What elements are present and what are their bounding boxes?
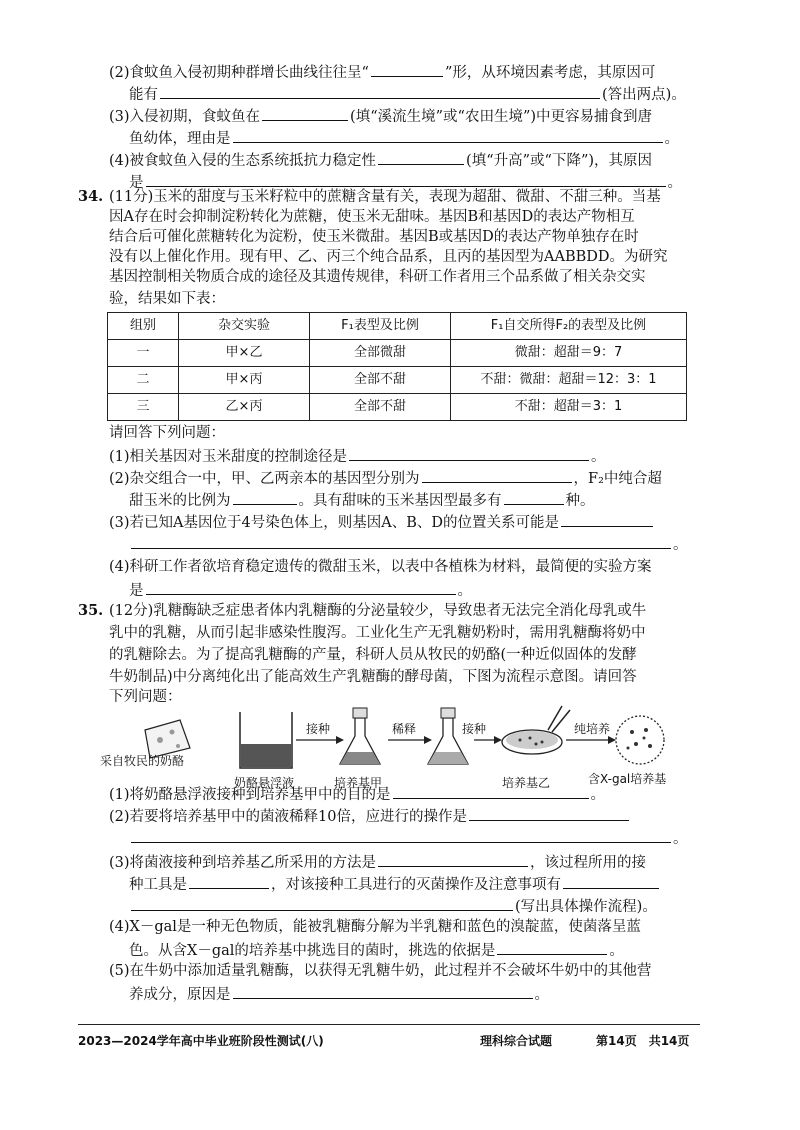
answer-blank[interactable]	[378, 850, 528, 867]
footer-divider	[78, 1024, 700, 1025]
q33-part4-line2: 是 。	[129, 170, 700, 194]
cross-results-table	[107, 312, 687, 421]
q34-sub3-line1: (3)若已知A基因位于4号染色体上，则基因A、B、D的位置关系可能是	[109, 510, 700, 534]
table-header-cell: F₁表型及比例	[310, 313, 451, 340]
q34-sub3-line2: 。	[129, 532, 700, 556]
q34-ask: 请回答下列问题：	[109, 425, 225, 441]
footer-subject: 理科综合试题	[480, 1034, 553, 1048]
table-cell: 乙×丙	[179, 394, 310, 421]
table-cell: 全部不甜	[310, 367, 451, 394]
q35-sub5-line2: 养成分，原因是 。	[129, 982, 700, 1006]
table-cell: 二	[108, 367, 179, 394]
q35-sub2-line2: 。	[129, 826, 700, 850]
medium-b-label: 培养基乙	[502, 776, 551, 790]
q34-stem-line2: 因A存在时会抑制淀粉转化为蔗糖，使玉米无甜味。基因B和基因D的表达产物相互	[109, 209, 635, 225]
q35-sub4-line1: (4)X－gal是一种无色物质，能被乳糖酶分解为半乳糖和蓝色的溴靛蓝，使菌落呈蓝	[109, 919, 641, 935]
footer-exam-title: 2023—2024学年高中毕业班阶段性测试(八)	[78, 1034, 324, 1048]
q34-stem-line5: 基因控制相关物质合成的途径及其遗传规律，科研工作者用三个品系做了相关杂交实	[109, 269, 646, 285]
flask-icon	[340, 708, 380, 764]
x-gal-plate-icon	[616, 716, 664, 764]
beaker-icon	[240, 712, 292, 768]
q33-part3-line1: (3)入侵初期，食蚊鱼在 (填“溪流生境”或“农田生境”)中更容易捕食到唐	[109, 104, 700, 128]
table-cell: 甲×丙	[179, 367, 310, 394]
q34-stem-line6: 验，结果如下表：	[109, 291, 225, 307]
q35-stem-line5: 下列问题：	[109, 689, 182, 705]
q34-sub1: (1)相关基因对玉米甜度的控制途径是 。	[109, 444, 700, 468]
answer-blank[interactable]	[561, 510, 653, 527]
answer-blank[interactable]	[146, 170, 666, 187]
q34-stem-line3: 结合后可催化蔗糖转化为淀粉，使玉米微甜。基因B或基因D的表达产物单独存在时	[109, 229, 639, 245]
q34-stem-line1: (11分)玉米的甜度与玉米籽粒中的蔗糖含量有关，表现为超甜、微甜、不甜三种。当基	[109, 189, 661, 205]
answer-blank[interactable]	[189, 872, 269, 889]
table-header-cell: 组别	[108, 313, 179, 340]
inoculate-label: 接种	[306, 722, 331, 736]
q34-sub2-line1: (2)杂交组合一中，甲、乙两亲本的基因型分别为 ，F₂中纯合超	[109, 466, 700, 490]
table-cell: 全部不甜	[310, 394, 451, 421]
answer-blank[interactable]	[563, 872, 659, 889]
medium-a-label: 培养基甲	[334, 776, 383, 790]
q34-stem-line4: 没有以上催化作用。现有甲、乙、丙三个纯合品系，且丙的基因型为AABBDD。为研究	[109, 249, 668, 265]
answer-blank[interactable]	[504, 488, 564, 505]
answer-blank[interactable]	[497, 938, 607, 955]
answer-blank[interactable]	[131, 532, 671, 549]
petri-dish-icon	[502, 730, 562, 754]
q34-number: 34.	[78, 188, 104, 205]
spreader-icon	[548, 706, 570, 732]
table-row	[108, 394, 687, 421]
table-cell: 全部微甜	[310, 340, 451, 367]
answer-blank[interactable]	[233, 488, 297, 505]
q35-stem-line4: 牛奶制品)中分离纯化出了能高效生产乳糖酶的酵母菌，下图为流程示意图。请回答	[109, 669, 637, 685]
x-gal-label: 含X-gal培养基	[588, 772, 667, 786]
table-cell: 微甜：超甜＝9：7	[451, 340, 687, 367]
answer-blank[interactable]	[393, 782, 589, 799]
table-header-row	[108, 313, 687, 340]
q35-sub4-line2: 色。从含X－gal的培养基中挑选目的菌时，挑选的依据是 。	[129, 938, 700, 962]
table-cell: 不甜：超甜＝3：1	[451, 394, 687, 421]
dilute-label: 稀释	[392, 722, 417, 736]
answer-blank[interactable]	[422, 466, 572, 483]
answer-blank[interactable]	[371, 60, 443, 77]
q35-stem-line2: 乳中的乳糖，从而引起非感染性腹泻。工业化生产无乳糖奶粉时，需用乳糖酶将奶中	[109, 625, 646, 641]
q35-sub1: (1)将奶酪悬浮液接种到培养基甲中的目的是 。	[109, 782, 700, 806]
q35-sub3-line1: (3)将菌液接种到培养基乙所采用的方法是 ，该过程所用的接	[109, 850, 700, 874]
q33-part3-line2: 鱼幼体，理由是 。	[129, 126, 700, 150]
table-row	[108, 367, 687, 394]
q34-sub4-line1: (4)科研工作者欲培育稳定遗传的微甜玉米，以表中各植株为材料，最简便的实验方案	[109, 559, 652, 575]
answer-blank[interactable]	[378, 148, 464, 165]
q35-sub3-line3: (写出具体操作流程)。	[129, 894, 700, 918]
table-cell: 一	[108, 340, 179, 367]
purify-label: 纯培养	[574, 722, 611, 736]
answer-blank[interactable]	[131, 894, 513, 911]
footer-page-number: 第14页 共14页	[596, 1034, 690, 1048]
table-header-cell: F₁自交所得F₂的表型及比例	[451, 313, 687, 340]
q35-sub5-line1: (5)在牛奶中添加适量乳糖酶，以获得无乳糖牛奶，此过程并不会破坏牛奶中的其他营	[109, 963, 652, 979]
q35-sub3-line2: 种工具是 ，对该接种工具进行的灭菌操作及注意事项有	[129, 872, 700, 896]
q34-sub2-line2: 甜玉米的比例为 。具有甜味的玉米基因型最多有 种。	[129, 488, 700, 512]
q34-sub4-line2: 是 。	[129, 578, 700, 602]
q35-number: 35.	[78, 602, 104, 619]
answer-blank[interactable]	[233, 126, 663, 143]
q35-stem-line1: (12分)乳糖酶缺乏症患者体内乳糖酶的分泌量较少，导致患者无法完全消化母乳或牛	[109, 603, 647, 619]
table-cell: 甲×乙	[179, 340, 310, 367]
answer-blank[interactable]	[262, 104, 348, 121]
table-header-cell: 杂交实验	[179, 313, 310, 340]
q35-sub2-line1: (2)若要将培养基甲中的菌液稀释10倍，应进行的操作是	[109, 804, 700, 828]
q33-part4-line1: (4)被食蚊鱼入侵的生态系统抵抗力稳定性 (填“升高”或“下降”)，其原因	[109, 148, 700, 172]
answer-blank[interactable]	[131, 826, 671, 843]
inoculate-label: 接种	[462, 722, 487, 736]
table-row	[108, 340, 687, 367]
answer-blank[interactable]	[469, 804, 629, 821]
q33-part2-line1: (2)食蚊鱼入侵初期种群增长曲线往往呈“ ”形，从环境因素考虑，其原因可	[109, 60, 700, 84]
table-cell: 三	[108, 394, 179, 421]
beaker-label: 奶酪悬浮液	[234, 776, 295, 790]
table-cell: 不甜：微甜：超甜＝12：3：1	[451, 367, 687, 394]
answer-blank[interactable]	[160, 82, 600, 99]
q35-stem-line3: 的乳糖除去。为了提高乳糖酶的产量，科研人员从牧民的奶酪(一种近似固体的发酵	[109, 647, 637, 663]
q33-part2-line2: 能有 (答出两点)。	[129, 82, 700, 106]
cheese-label: 采自牧民的奶酪	[100, 754, 185, 768]
answer-blank[interactable]	[146, 578, 456, 595]
answer-blank[interactable]	[349, 444, 589, 461]
answer-blank[interactable]	[233, 982, 533, 999]
